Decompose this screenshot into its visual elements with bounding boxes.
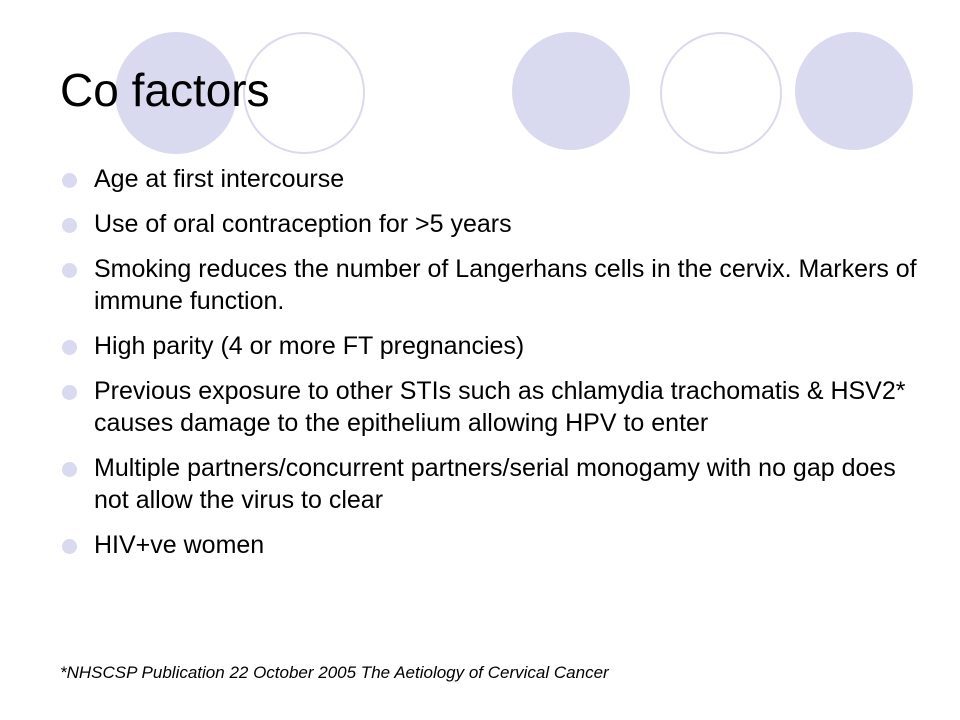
bullet-dot-icon xyxy=(62,462,77,477)
bullet-dot-icon xyxy=(62,218,77,233)
bullet-dot-icon xyxy=(62,263,77,278)
decorative-circle xyxy=(512,32,630,150)
bullet-dot-icon xyxy=(62,340,77,355)
slide-title: Co factors xyxy=(60,64,270,116)
bullet-text: Multiple partners/concurrent partners/serial monogamy with no gap does not allow the virus to clear xyxy=(94,454,896,514)
footnote: *NHSCSP Publication 22 October 2005 The Aetiology of Cervical Cancer xyxy=(60,663,609,682)
bullet-dot-icon xyxy=(62,173,77,188)
bullet-dot-icon xyxy=(62,385,77,400)
bullet-list xyxy=(60,163,920,574)
bullet-text: Previous exposure to other STIs such as chlamydia trachomatis & HSV2* causes damage to the epithelium allowing HPV to enter xyxy=(94,377,906,437)
bullet-dot-icon xyxy=(62,539,77,554)
bullet-text: Smoking reduces the number of Langerhans cells in the cervix. Markers of immune function. xyxy=(94,255,917,315)
decorative-circle xyxy=(795,32,913,150)
bullet-item xyxy=(60,163,920,195)
bullet-item xyxy=(60,253,920,317)
bullet-item xyxy=(60,452,920,516)
bullet-item xyxy=(60,375,920,439)
decorative-circle xyxy=(660,32,782,154)
bullet-text: Use of oral contraception for >5 years xyxy=(94,210,512,238)
bullet-text: HIV+ve women xyxy=(94,531,265,559)
bullet-item xyxy=(60,208,920,240)
bullet-text: High parity (4 or more FT pregnancies) xyxy=(94,332,525,360)
bullet-item xyxy=(60,529,920,561)
bullet-item xyxy=(60,330,920,362)
bullet-text: Age at first intercourse xyxy=(94,165,345,193)
